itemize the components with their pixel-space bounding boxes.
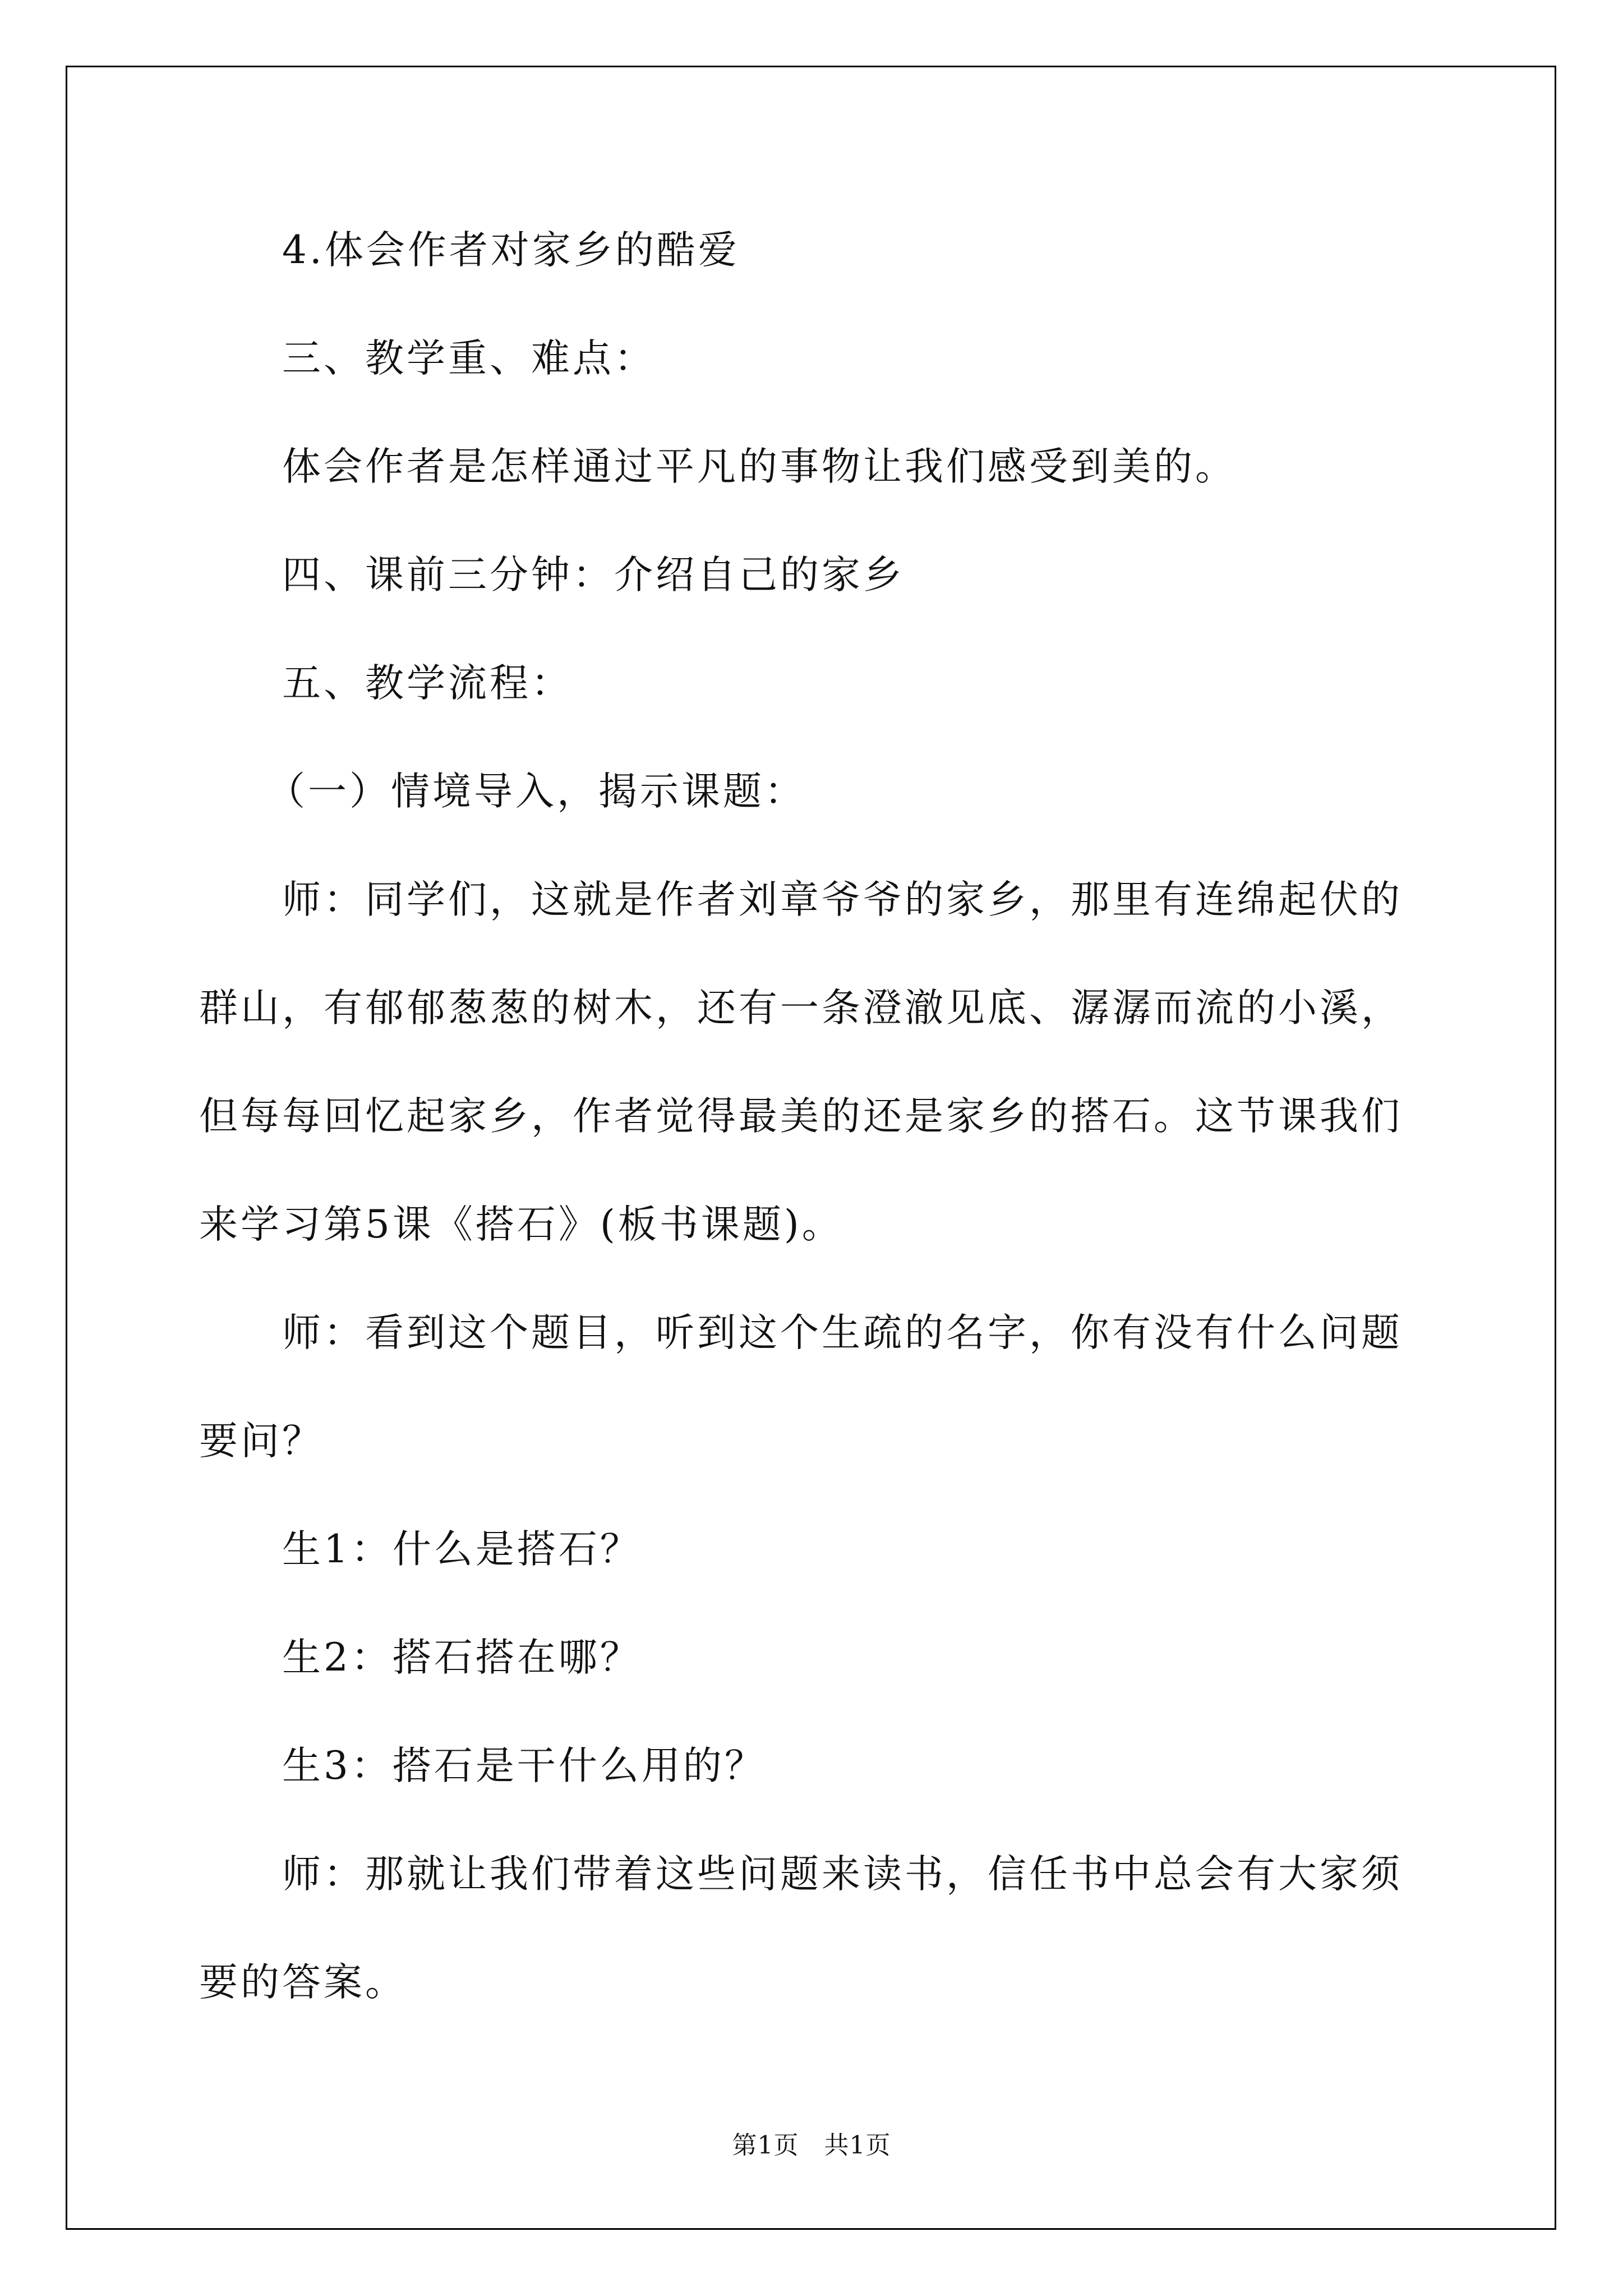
paragraph-9: 生1：什么是搭石？: [282, 1527, 642, 1572]
page-footer: 第1页 共1页: [732, 2131, 891, 2160]
paragraph-3: 体会作者是怎样通过平凡的事物让我们感受到美的。: [282, 444, 1237, 489]
paragraph-2: 三、教学重、难点：: [282, 336, 656, 381]
paragraph-12: 师：那就让我们带着这些问题来读书，信任书中总会有大家须要的答案。: [199, 1852, 1403, 2005]
paragraph-10: 生2：搭石搭在哪？: [282, 1635, 642, 1680]
paragraph-4: 四、课前三分钟：介绍自己的家乡: [282, 553, 905, 597]
paragraph-6: （一）情境导入，揭示课题：: [266, 769, 806, 814]
paragraph-8: 师：看到这个题目，听到这个生疏的名字，你有没有什么问题要问？: [199, 1310, 1403, 1464]
paragraph-1: 4.体会作者对家乡的酷爱: [282, 228, 740, 273]
paragraph-5: 五、教学流程：: [282, 661, 573, 706]
paragraph-11: 生3：搭石是干什么用的？: [282, 1743, 766, 1788]
paragraph-7: 师：同学们，这就是作者刘章爷爷的家乡，那里有连绵起伏的群山，有郁郁葱葱的树木，还有一条澄澈见底、潺潺而流的小溪，但每每回忆起家乡，作者觉得最美的还是家乡的搭石。这节课我们来学习第5课《搭石》(板书课题)。: [199, 877, 1403, 1247]
